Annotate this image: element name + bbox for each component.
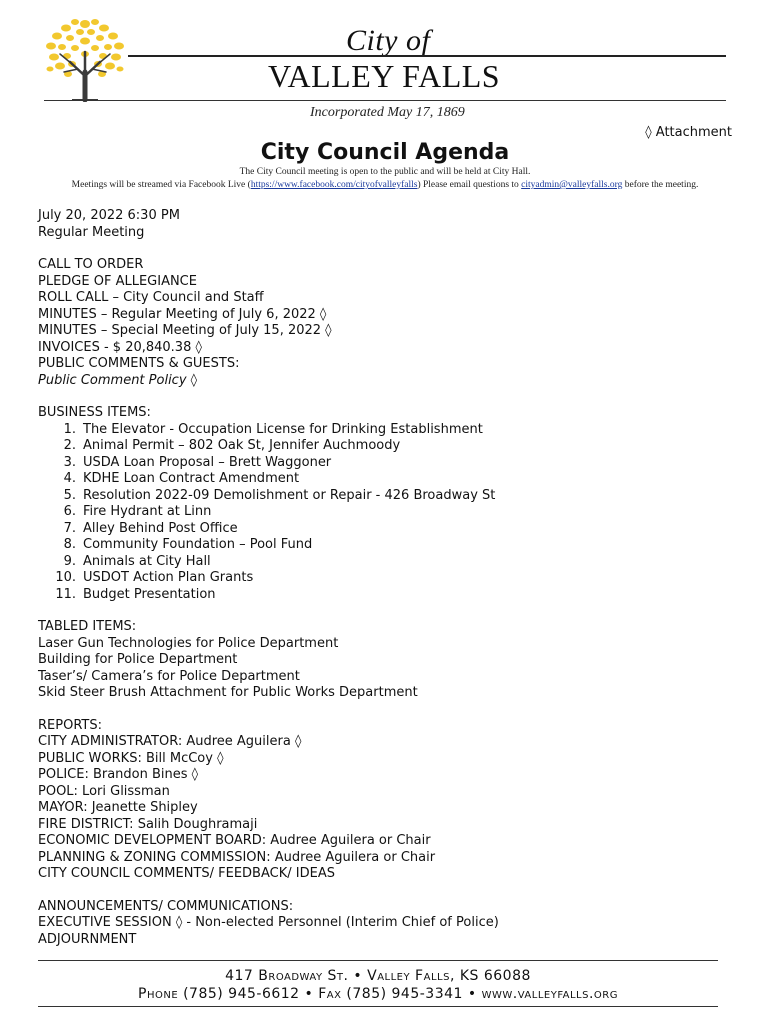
- tabled-heading: TABLED ITEMS:: [38, 619, 137, 634]
- letterhead-city-name: VALLEY FALLS: [268, 58, 501, 94]
- business-item-number: 9.: [63, 553, 76, 569]
- business-item-text: Resolution 2022-09 Demolishment or Repair - 426 Broadway St: [83, 487, 496, 503]
- tabled-item: Taser’s/ Camera’s for Police Department: [38, 668, 300, 684]
- business-item-text: KDHE Loan Contract Amendment: [83, 471, 300, 486]
- agenda-item: CALL TO ORDER: [38, 257, 144, 272]
- agenda-item: MINUTES – Special Meeting of July 15, 2022 ◊: [38, 323, 332, 338]
- attachment-legend: ◊ Attachment: [645, 125, 732, 140]
- closing-items: [38, 899, 738, 949]
- business-item-number: 3.: [63, 454, 76, 470]
- business-item: [38, 422, 738, 439]
- public-notice-line-1: The City Council meeting is open to the public and will be held at City Hall.: [239, 167, 531, 177]
- tabled-item: Building for Police Department: [38, 652, 238, 667]
- agenda-item: INVOICES - $ 20,840.38 ◊: [38, 339, 202, 355]
- business-item-number: 7.: [63, 520, 76, 536]
- agenda-item: ANNOUNCEMENTS/ COMMUNICATIONS:: [38, 898, 294, 914]
- report-item: PLANNING & ZONING COMMISSION: Audree Aguilera or Chair: [38, 849, 436, 865]
- reports-heading: REPORTS:: [38, 717, 102, 733]
- business-item-number: 5.: [63, 487, 76, 503]
- letterhead-rule-bottom: [44, 100, 726, 101]
- footer-contact: Phone (785) 945-6612 • Fax (785) 945-3341 • www.valleyfalls.org: [138, 986, 618, 1002]
- meeting-type: Regular Meeting: [38, 224, 145, 240]
- business-item-number: 8.: [63, 537, 76, 552]
- incorporated-date: Incorporated May 17, 1869: [310, 105, 465, 120]
- meeting-datetime: July 20, 2022 6:30 PM: [38, 208, 180, 223]
- business-item-text: Animal Permit – 802 Oak St, Jennifer Auchmoody: [83, 438, 401, 453]
- business-item-text: Alley Behind Post Office: [83, 520, 238, 536]
- tabled-list: [38, 636, 738, 702]
- business-item-number: 2.: [63, 438, 76, 453]
- business-item-text: USDOT Action Plan Grants: [83, 570, 254, 585]
- footer-rule-top: [38, 960, 718, 961]
- report-item: FIRE DISTRICT: Salih Doughramaji: [38, 816, 258, 832]
- report-item: CITY ADMINISTRATOR: Audree Aguilera ◊: [38, 734, 302, 749]
- business-item: [38, 554, 738, 571]
- facebook-link[interactable]: https://www.facebook.com/cityofvalleyfalls: [250, 180, 418, 190]
- business-heading: BUSINESS ITEMS:: [38, 405, 151, 420]
- report-item: MAYOR: Jeanette Shipley: [38, 800, 198, 815]
- business-item-text: The Elevator - Occupation License for Drinking Establishment: [83, 421, 483, 437]
- agenda-item: MINUTES – Regular Meeting of July 6, 2022 ◊: [38, 306, 327, 322]
- business-item: [38, 521, 738, 538]
- business-item: [38, 587, 738, 604]
- letterhead-city-of: City of: [346, 24, 431, 57]
- report-item: CITY COUNCIL COMMENTS/ FEEDBACK/ IDEAS: [38, 866, 335, 881]
- business-item: [38, 488, 738, 505]
- notice-prefix: Meetings will be streamed via Facebook Live (: [71, 180, 251, 190]
- business-item-text: Community Foundation – Pool Fund: [83, 537, 313, 552]
- business-item: [38, 438, 738, 455]
- business-item-text: Fire Hydrant at Linn: [83, 504, 212, 519]
- business-item: [38, 455, 738, 472]
- notice-mid: ) Please email questions to: [417, 180, 519, 190]
- business-list: [38, 422, 738, 604]
- business-item: [38, 471, 738, 488]
- notice-suffix: before the meeting.: [624, 180, 699, 190]
- email-link[interactable]: cityadmin@valleyfalls.org: [521, 180, 623, 190]
- business-item-text: USDA Loan Proposal – Brett Waggoner: [83, 454, 332, 470]
- report-item: PUBLIC WORKS: Bill McCoy ◊: [38, 750, 224, 766]
- agenda-item: PUBLIC COMMENTS & GUESTS:: [38, 356, 240, 371]
- report-item: ECONOMIC DEVELOPMENT BOARD: Audree Aguilera or Chair: [38, 833, 431, 848]
- agenda-item: ADJOURNMENT: [38, 931, 137, 947]
- business-item-number: 11.: [55, 586, 76, 602]
- agenda-item: EXECUTIVE SESSION ◊ - Non-elected Personnel (Interim Chief of Police): [38, 915, 499, 930]
- business-item-number: 1.: [63, 421, 76, 437]
- letterhead-rule-top: [128, 55, 726, 57]
- public-comment-policy: Public Comment Policy ◊: [38, 372, 198, 388]
- business-item-number: 4.: [63, 471, 76, 486]
- footer-rule-bottom: [38, 1006, 718, 1007]
- opening-items: [38, 257, 738, 373]
- report-item: POLICE: Brandon Bines ◊: [38, 767, 199, 782]
- tabled-item: Laser Gun Technologies for Police Department: [38, 635, 339, 651]
- business-item-text: Budget Presentation: [83, 586, 216, 602]
- business-item-text: Animals at City Hall: [83, 553, 211, 569]
- public-notice-line-2: [0, 180, 770, 190]
- agenda-item: ROLL CALL – City Council and Staff: [38, 290, 264, 305]
- business-item: [38, 504, 738, 521]
- business-item-number: 10.: [55, 570, 76, 585]
- agenda-item: PLEDGE OF ALLEGIANCE: [38, 273, 197, 289]
- page-title: City Council Agenda: [260, 140, 510, 165]
- tabled-item: Skid Steer Brush Attachment for Public Works Department: [38, 685, 418, 700]
- business-item: [38, 570, 738, 587]
- agenda-body: [38, 208, 738, 948]
- reports-list: [38, 734, 738, 883]
- footer-address: 417 Broadway St. • Valley Falls, KS 66088: [225, 968, 531, 984]
- business-item: [38, 537, 738, 554]
- tree-logo-icon: [42, 14, 128, 102]
- business-item-number: 6.: [63, 504, 76, 519]
- report-item: POOL: Lori Glissman: [38, 783, 170, 799]
